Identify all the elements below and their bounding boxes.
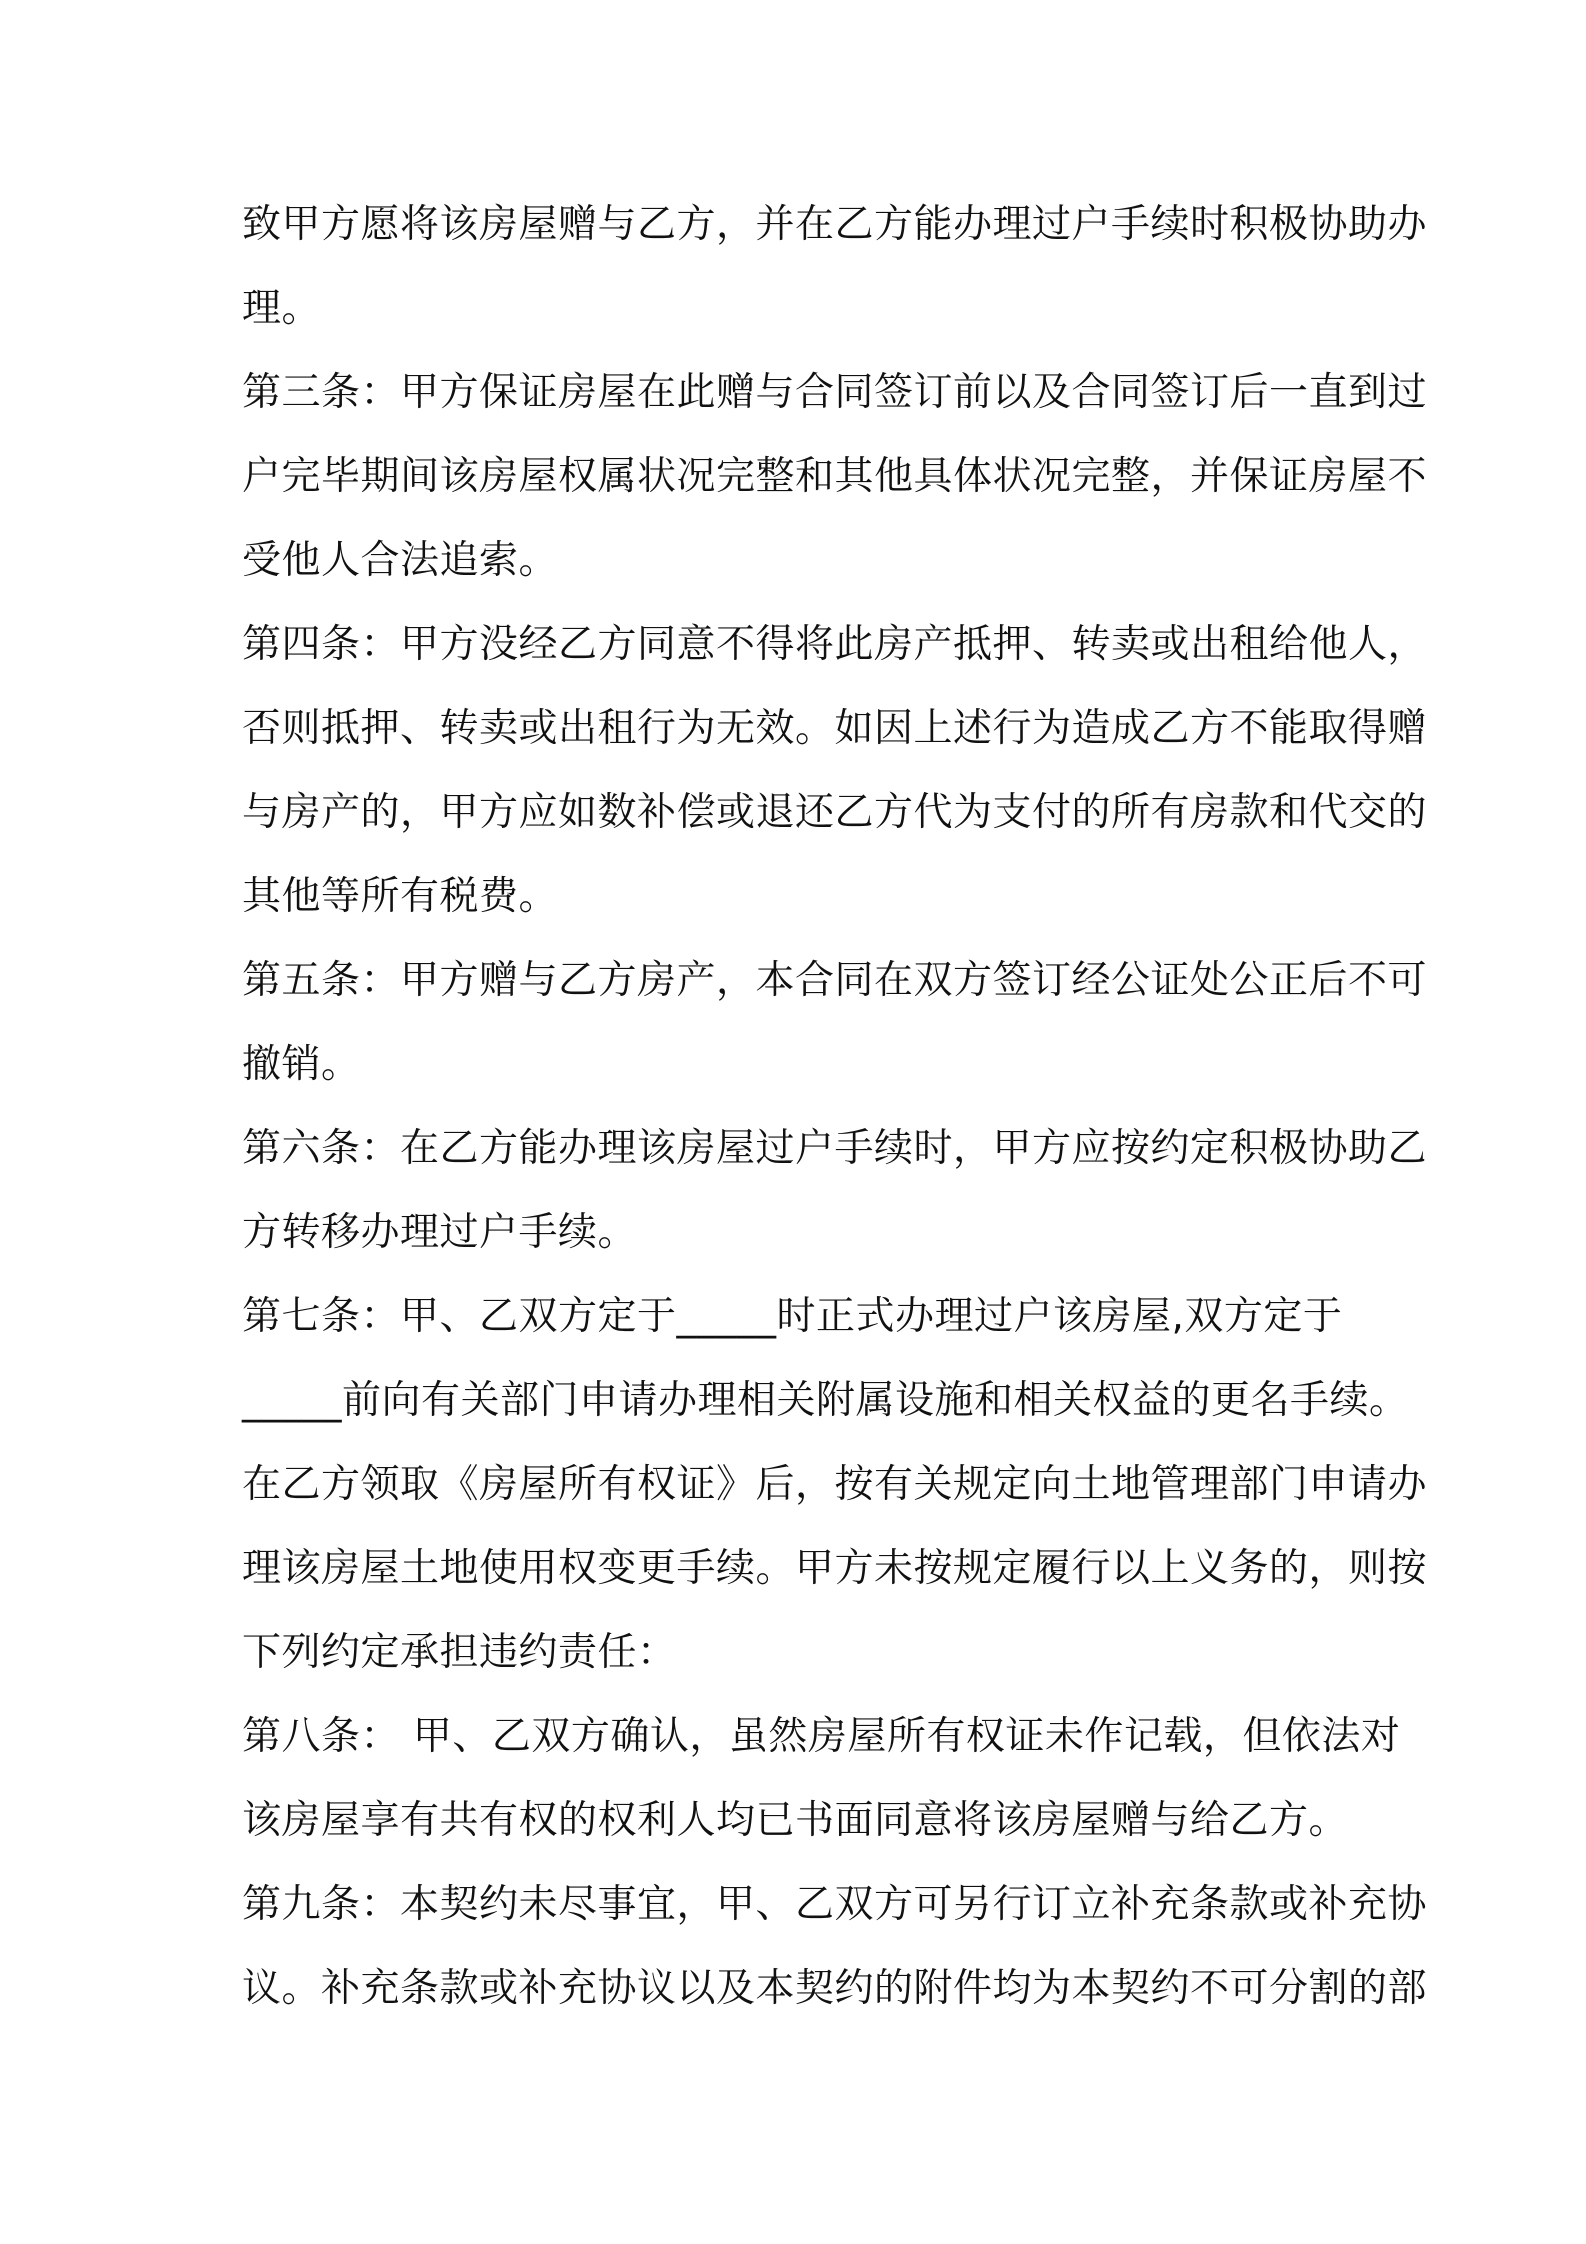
text-line: 方转移办理过户手续。: [242, 1210, 638, 1255]
document-body: [242, 183, 1428, 2031]
text-line: 第七条：甲、乙双方定于_____时正式办理过户该房屋,双方定于: [242, 1294, 1343, 1339]
text-line: 议。补充条款或补充协议以及本契约的附件均为本契约不可分割的部: [242, 1966, 1428, 2011]
text-line: 致甲方愿将该房屋赠与乙方，并在乙方能办理过户手续时积极协助办: [242, 202, 1428, 247]
text-line: 第五条：甲方赠与乙方房产，本合同在双方签订经公证处公正后不可: [242, 958, 1428, 1003]
text-line: 在乙方领取《房屋所有权证》后，按有关规定向土地管理部门申请办: [242, 1462, 1428, 1507]
text-line: _____前向有关部门申请办理相关附属设施和相关权益的更名手续。: [242, 1378, 1409, 1423]
text-line: 其他等所有税费。: [242, 874, 559, 919]
text-line: 第六条：在乙方能办理该房屋过户手续时，甲方应按约定积极协助乙: [242, 1126, 1428, 1171]
text-line: 理该房屋土地使用权变更手续。甲方未按规定履行以上义务的，则按: [242, 1546, 1428, 1591]
text-line: 第四条：甲方没经乙方同意不得将此房产抵押、转卖或出租给他人，: [242, 622, 1428, 667]
text-line: 理。: [242, 286, 322, 331]
text-line: 第九条：本契约未尽事宜，甲、乙双方可另行订立补充条款或补充协: [242, 1882, 1428, 1927]
text-line: 第八条： 甲、乙双方确认，虽然房屋所有权证未作记载，但依法对: [242, 1714, 1401, 1759]
text-line: 第三条：甲方保证房屋在此赠与合同签订前以及合同签订后一直到过: [242, 370, 1428, 415]
text-line: 受他人合法追索。: [242, 538, 559, 583]
text-line: 与房产的，甲方应如数补偿或退还乙方代为支付的所有房款和代交的: [242, 790, 1428, 835]
text-line: 户完毕期间该房屋权属状况完整和其他具体状况完整，并保证房屋不: [242, 454, 1428, 499]
text-line: 该房屋享有共有权的权利人均已书面同意将该房屋赠与给乙方。: [242, 1798, 1349, 1843]
text-line: 下列约定承担违约责任：: [242, 1630, 677, 1675]
text-line: 否则抵押、转卖或出租行为无效。如因上述行为造成乙方不能取得赠: [242, 706, 1428, 751]
text-line: 撤销。: [242, 1042, 361, 1087]
